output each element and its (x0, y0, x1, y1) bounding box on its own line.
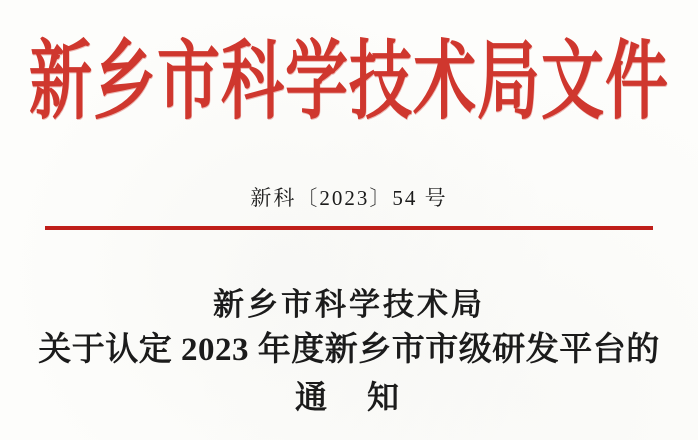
notice-title-subject: 关于认定 2023 年度新乡市市级研发平台的 (38, 332, 660, 368)
notice-title-type: 通 知 (294, 379, 403, 415)
document-letterhead: 新乡市科学技术局文件 (29, 34, 669, 130)
red-separator-line (45, 226, 653, 230)
notice-title-issuer: 新乡市科学技术局 (213, 287, 485, 322)
document-number: 新科〔2023〕54 号 (250, 186, 448, 210)
